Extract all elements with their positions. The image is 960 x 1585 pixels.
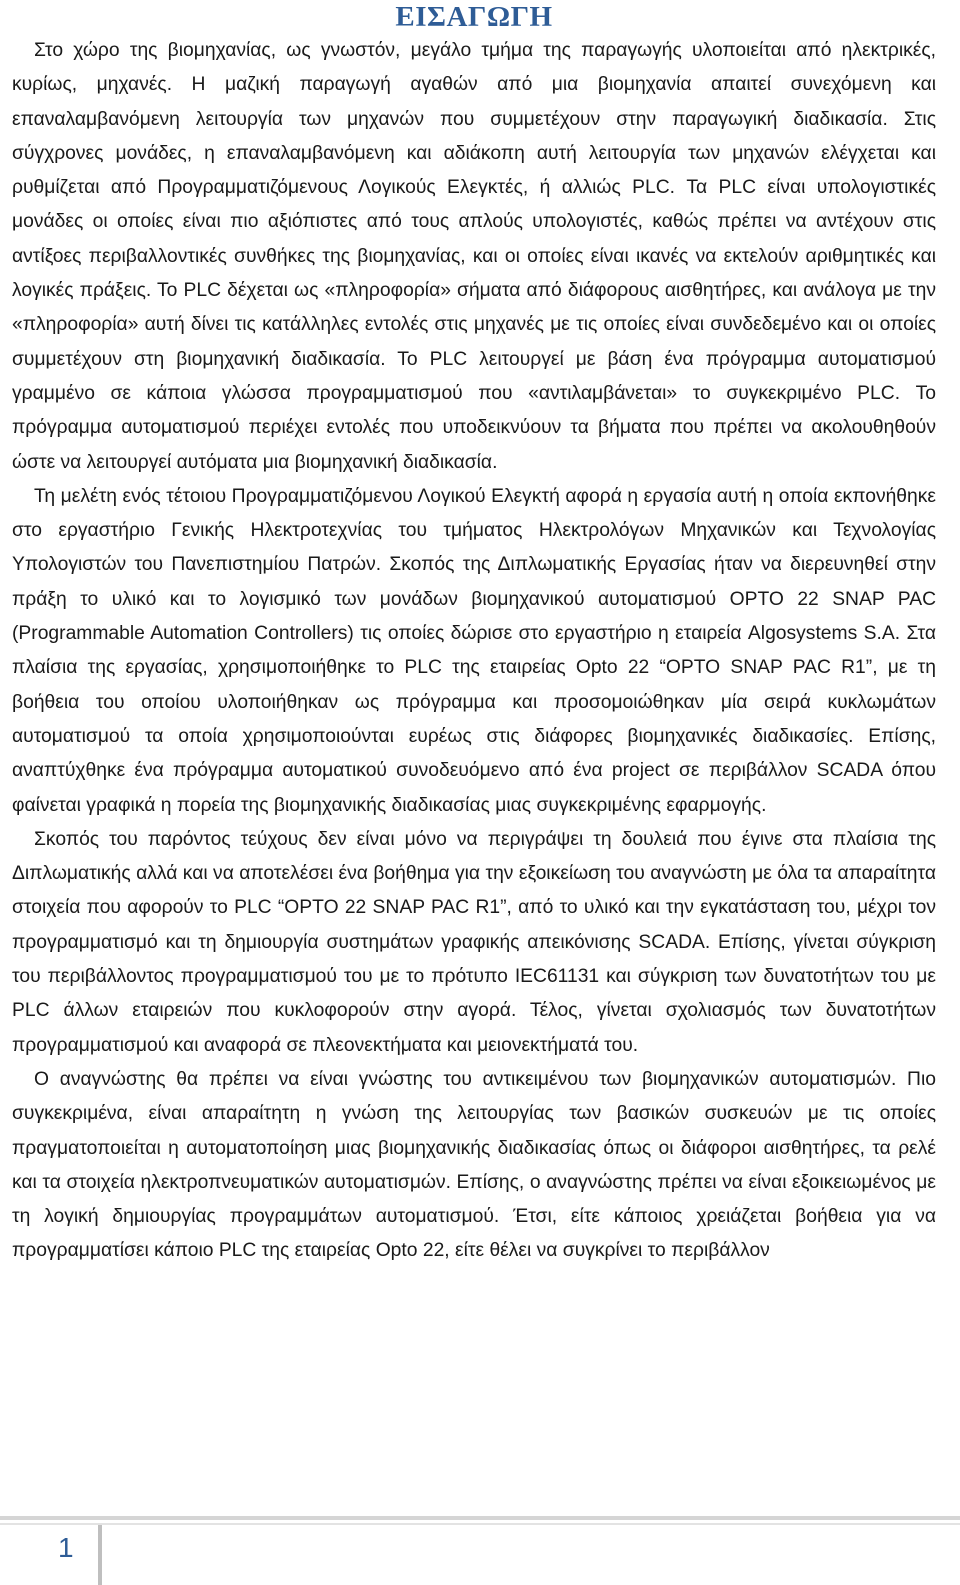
page-title: ΕΙΣΑΓΩΓΗ [395,1,553,33]
paragraph-reader: Ο αναγνώστης θα πρέπει να είναι γνώστης του αντικειμένου των βιομηχανικών αυτοματισμών. Πιο συγκεκριμένα, είναι απαραίτητη η γνώση της λειτουργίας των βασικών συσκευών με τις οποίες πραγματοποιείται η αυτοματοποίηση μιας βιομηχανικής διαδικασίας όπως οι διάφοροι αισθητήρες, τα ρελέ και τα στοιχεία ηλεκτροπνευματικών αυτοματισμών. Επίσης, ο αναγνώστης πρέπει να είναι εξοικειωμένος με τη λογική δημιουργίας προγραμμάτων αυτοματισμού. Έτσι, είτε κάποιος χρειάζεται βοήθεια για να προγραμματίσει κάποιο PLC της εταιρείας Opto 22, είτε θέλει να συγκρίνει το περιβάλλον [12,1068,936,1262]
page-number: 1 [58,1532,74,1563]
paragraph-purpose: Σκοπός του παρόντος τεύχους δεν είναι μόνο να περιγράψει τη δουλειά που έγινε στα πλαίσια της Διπλωματικής αλλά και να αποτελέσει ένα βοήθημα για την εξοικείωση του αναγνώστη με όλα τα απαραίτητα στοιχεία που αφορούν το PLC “OPTO 22 SNAP PAC R1”, από το υλικό και την εγκατάσταση του, μέχρι τον προγραμματισμό και τη δημιουργία συστημάτων γραφικής απεικόνισης SCADA. Επίσης, γίνεται σύγκριση του περιβάλλοντος προγραμματισμού του με το πρότυπο IEC61131 και σύγκριση των δυνατοτήτων του με PLC άλλων εταιρειών που κυκλοφορούν στην αγορά. Τέλος, γίνεται σχολιασμός των δυνατοτήτων προγραμματισμού και αναφορά σε πλεονεκτήματα και μειονεκτήματά του. [12,828,936,1056]
document-page [12,0,936,1269]
paragraph-intro: Στο χώρο της βιομηχανίας, ως γνωστόν, μεγάλο τμήμα της παραγωγής υλοποιείται από ηλεκτρικές, κυρίως, μηχανές. Η μαζική παραγωγή αγαθών από μια βιομηχανία απαιτεί συνεχόμενη και επαναλαμβανόμενη λειτουργία των μηχανών που συμμετέχουν στην παραγωγική διαδικασία. Στις σύγχρονες μονάδες, η επαναλαμβανόμενη και αδιάκοπη αυτή λειτουργία των μηχανών ελέγχεται και ρυθμίζεται από Προγραμματιζόμενους Λογικούς Ελεγκτές, ή αλλιώς PLC. Τα PLC είναι υπολογιστικές μονάδες οι οποίες είναι πιο αξιόπιστες από τους απλούς υπολογιστές, καθώς πρέπει να αντέχουν στις αντίξοες περιβαλλοντικές συνθήκες της βιομηχανίας, και οι οποίες είναι ικανές να εκτελούν αριθμητικές και λογικές πράξεις. Το PLC δέχεται ως «πληροφορία» σήματα από διάφορους αισθητήρες, και ανάλογα με την «πληροφορία» αυτή δίνει τις κατάλληλες εντολές στις μηχανές με τις οποίες είναι συνδεδεμένο και οι οποίες συμμετέχουν στη βιομηχανική διαδικασία. Το PLC λειτουργεί με βάση ένα πρόγραμμα αυτοματισμού γραμμένο σε κάποια γλώσσα προγραμματισμού που «αντιλαμβάνεται» το συγκεκριμένο PLC. Το πρόγραμμα αυτοματισμού περιέχει εντολές που υποδεικνύουν τα βήματα που πρέπει να ακολουθηθούν ώστε να λειτουργεί αυτόματα μια βιομηχανική διαδικασία. [12,40,936,473]
page-number-divider [98,1525,102,1585]
footer-rule-secondary [0,1523,960,1525]
footer-rule [0,1516,960,1520]
paragraph-study: Τη μελέτη ενός τέτοιου Προγραμματιζόμενου Λογικού Ελεγκτή αφορά η εργασία αυτή η οποία εκπονήθηκε στο εργαστήριο Γενικής Ηλεκτροτεχνίας του τμήματος Ηλεκτρολόγων Μηχανικών και Τεχνολογίας Υπολογιστών του Πανεπιστημίου Πατρών. Σκοπός της Διπλωματικής Εργασίας ήταν να διερευνηθεί στην πράξη το υλικό και το λογισμικό των μονάδων βιομηχανικού αυτοματισμού OPTO 22 SNAP PAC (Programmable Automation Controllers) τις οποίες δώρισε στο εργαστήριο η εταιρεία Algosystems S.A. Στα πλαίσια της εργασίας, χρησιμοποιήθηκε το PLC της εταιρείας Opto 22 “OPTO SNAP PAC R1”, με τη βοήθεια του οποίου υλοποιήθηκαν ως πρόγραμμα και προσομοιώθηκαν μία σειρά κυκλωμάτων αυτοματισμού τα οποία χρησιμοποιούνται ευρέως στις διάφορες βιομηχανικές διαδικασίες. Επίσης, αναπτύχθηκε ένα πρόγραμμα αυτοματικού συνοδευόμενο από ένα project σε περιβάλλον SCADA όπου φαίνεται γραφικά η πορεία της βιομηχανικής διαδικασίας μιας συγκεκριμένης εφαρμογής. [12,485,936,816]
